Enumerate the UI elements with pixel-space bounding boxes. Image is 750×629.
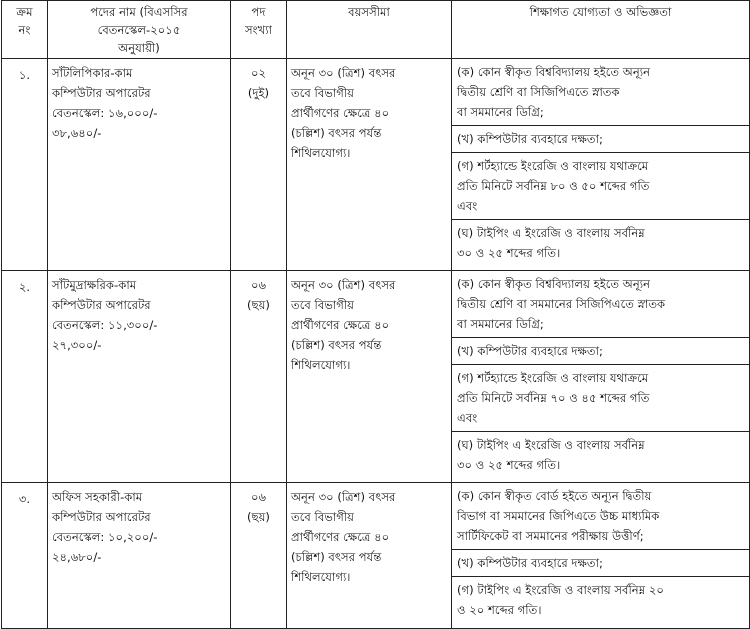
table-row [2, 483, 750, 629]
serial-cell: ১. [2, 59, 48, 271]
qualification-item: (ঘ) টাইপিং এ ইংরেজি ও বাংলায় সর্বনিম্ন ৩০ ও ২৫ শব্দের গতি। [457, 438, 645, 472]
table-header-row [2, 1, 750, 59]
recruitment-table [1, 0, 750, 629]
qualification-cell [452, 483, 750, 629]
qualification-item: (গ) টাইপিং এ ইংরেজি ও বাংলায় সর্বনিম্ন ২০ ও ২০ শব্দের গতি। [457, 583, 664, 617]
post-count-cell: ০৬ (ছয়) [231, 483, 287, 629]
header-qualification: শিক্ষাগত যোগ্যতা ও অভিজ্ঞতা [452, 1, 750, 59]
post-name-cell: সাঁটমুদ্রাক্ষরিক-কাম কম্পিউটার অপারেটর বেতনস্কেল: ১১,৩০০/- ২৭,৩০০/- [48, 271, 231, 483]
post-name-cell: অফিস সহকারী-কাম কম্পিউটার অপারেটর বেতনস্কেল: ১০,২০০/- ২৪,৬৮০/- [48, 483, 231, 629]
qualification-cell [452, 271, 750, 483]
age-limit-cell: অনূন ৩০ (ত্রিশ) বৎসর তবে বিভাগীয় প্রার্থীগণের ক্ষেত্রে ৪০ (চল্লিশ) বৎসর পর্যন্ত শিথিলযোগ্য। [287, 59, 452, 271]
qualification-item: (ক) কোন স্বীকৃত বিশ্ববিদ্যালয় হইতে অন্যূন দ্বিতীয় শ্রেণি বা সিজিপিএতে স্নাতক বা সমমানের ডিগ্রি; [452, 59, 749, 126]
serial-cell: ৩. [2, 483, 48, 629]
post-name-cell: সাঁটলিপিকার-কাম কম্পিউটার অপারেটর বেতনস্কেল: ১৬,০০০/- ৩৮,৬৪০/- [48, 59, 231, 271]
age-limit-cell: অনূন ৩০ (ত্রিশ) বৎসর তবে বিভাগীয় প্রার্থীগণের ক্ষেত্রে ৪০ (চল্লিশ) বৎসর পর্যন্ত শিথিলযোগ্য। [287, 483, 452, 629]
header-post-name: পদের নাম (বিএসসির বেতনস্কেল-২০১৫ অনুযায়ী) [48, 1, 231, 59]
age-limit-cell: অনূন ৩০ (ত্রিশ) বৎসর তবে বিভাগীয় প্রার্থীগণের ক্ষেত্রে ৪০ (চল্লিশ) বৎসর পর্যন্ত শিথিলযোগ্য। [287, 271, 452, 483]
serial-cell: ২. [2, 271, 48, 483]
qualification-item: (ক) কোন স্বীকৃত বোর্ড হইতে অন্যূন দ্বিতীয় বিভাগ বা সমমানের জিপিএতে উচ্চ মাধ্যমিক সার্টিফিকেট বা সমমানের পরীক্ষায় উত্তীর্ণ; [452, 483, 749, 550]
qualification-item: (খ) কম্পিউটার ব্যবহারে দক্ষতা; [452, 338, 749, 365]
table-row [2, 271, 750, 483]
header-post-count: পদ সংখ্যা [231, 1, 287, 59]
post-count-cell: ০২ (দুই) [231, 59, 287, 271]
post-count-cell: ০৬ (ছয়) [231, 271, 287, 483]
qualification-item: (খ) কম্পিউটার ব্যবহারে দক্ষতা; [452, 126, 749, 153]
qualification-item: (ক) কোন স্বীকৃত বিশ্ববিদ্যালয় হইতে অন্যূন দ্বিতীয় শ্রেণি বা সমমানের সিজিপিএতে স্নাতক বা সমমানের ডিগ্রি; [452, 271, 749, 338]
qualification-item: (ঘ) টাইপিং এ ইংরেজি ও বাংলায় সর্বনিম্ন ৩০ ও ২৫ শব্দের গতি। [457, 226, 645, 260]
table-row [2, 59, 750, 271]
qualification-item: (খ) কম্পিউটার ব্যবহারে দক্ষতা; [452, 550, 749, 577]
qualification-item: (গ) শর্টহ্যান্ডে ইংরেজি ও বাংলায় যথাক্রমে প্রতি মিনিটে সর্বনিম্ন ৭০ ও ৪৫ শব্দের গতি এবং [452, 365, 749, 432]
header-serial: ক্রম নং [2, 1, 48, 59]
qualification-item: (গ) শর্টহ্যান্ডে ইংরেজি ও বাংলায় যথাক্রমে প্রতি মিনিটে সর্বনিম্ন ৮০ ও ৫০ শব্দের গতি এবং [452, 153, 749, 220]
qualification-cell [452, 59, 750, 271]
header-age-limit: বয়সসীমা [287, 1, 452, 59]
